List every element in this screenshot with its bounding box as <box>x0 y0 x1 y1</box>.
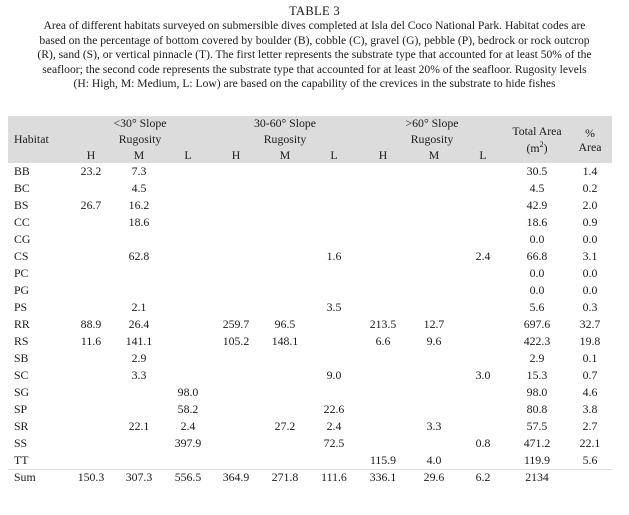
total-area-cell: 66.8 <box>526 249 548 263</box>
area-cell <box>408 384 460 401</box>
area-cell: 23.2 <box>80 164 102 178</box>
percent-area-cell: 0.1 <box>582 351 598 365</box>
level-low: L <box>460 147 506 163</box>
total-area-cell: 471.2 <box>523 436 551 450</box>
area-cell: 9.6 <box>426 334 442 348</box>
total-area-cell: 697.6 <box>523 317 551 331</box>
total-area-cell: 0.0 <box>529 266 545 280</box>
level-low: L <box>164 147 212 163</box>
header-row-slope <box>8 116 612 131</box>
area-cell <box>358 350 408 367</box>
area-cell: 259.7 <box>222 317 250 331</box>
table-row <box>8 333 612 350</box>
area-cell <box>68 180 114 197</box>
area-cell: 88.9 <box>80 317 102 331</box>
total-area-cell: 0.0 <box>529 232 545 246</box>
total-area-cell: 422.3 <box>523 334 551 348</box>
percent-area-cell: 2.0 <box>582 198 598 212</box>
area-cell <box>164 350 212 367</box>
habitat-header: Habitat <box>8 116 68 163</box>
area-cell <box>408 435 460 452</box>
total-area-cell: 2134 <box>506 469 568 486</box>
area-cell: 556.5 <box>164 469 212 486</box>
table-row <box>8 316 612 333</box>
area-cell: 3.0 <box>475 368 491 382</box>
area-cell: 105.2 <box>222 334 250 348</box>
area-cell: 12.7 <box>423 317 445 331</box>
area-cell <box>68 350 114 367</box>
level-high: H <box>68 147 114 163</box>
total-area-cell: 15.3 <box>526 368 548 382</box>
area-cell <box>68 214 114 231</box>
area-cell: 364.9 <box>212 469 260 486</box>
area-cell: 72.5 <box>323 436 345 450</box>
area-cell <box>212 418 260 435</box>
area-cell <box>164 282 212 299</box>
caption-line: Area of different habitats surveyed on submersible dives completed at Isla del Coco National Park. Habitat codes are <box>43 19 586 32</box>
habitat-code: SS <box>14 436 28 450</box>
area-cell <box>460 180 506 197</box>
table-row <box>8 384 612 401</box>
area-cell: 16.2 <box>128 198 150 212</box>
percent-area-cell: 0.7 <box>582 368 598 382</box>
area-cell <box>212 231 260 248</box>
habitat-code: Sum <box>8 469 68 486</box>
level-medium: M <box>114 147 164 163</box>
percent-area-header <box>568 116 612 163</box>
habitat-code: RS <box>14 334 29 348</box>
area-cell <box>114 265 164 282</box>
area-cell <box>68 401 114 418</box>
area-cell <box>114 452 164 469</box>
total-area-unit: $(m^2)$ <box>526 140 548 155</box>
area-cell <box>260 214 310 231</box>
percent-area-cell: 0.0 <box>582 266 598 280</box>
area-cell <box>164 163 212 180</box>
area-cell <box>358 163 408 180</box>
table-row <box>8 265 612 282</box>
area-cell: 11.6 <box>80 334 102 348</box>
area-cell <box>460 265 506 282</box>
area-cell <box>164 197 212 214</box>
percent-area-cell: 1.4 <box>582 164 598 178</box>
area-cell <box>164 367 212 384</box>
area-cell <box>260 282 310 299</box>
total-area-cell: 57.5 <box>526 419 548 433</box>
area-cell <box>114 384 164 401</box>
area-cell <box>358 384 408 401</box>
table-row <box>8 452 612 469</box>
area-cell <box>260 384 310 401</box>
area-cell: 111.6 <box>310 469 358 486</box>
percent-area-cell: 2.7 <box>582 419 598 433</box>
area-cell <box>460 214 506 231</box>
area-cell <box>460 163 506 180</box>
area-cell: 1.6 <box>326 249 342 263</box>
rugosity-header: Rugosity <box>68 131 212 147</box>
area-cell <box>408 282 460 299</box>
area-cell <box>212 367 260 384</box>
area-cell: 336.1 <box>358 469 408 486</box>
total-area-label: Total Area <box>512 124 562 139</box>
area-cell: 4.0 <box>426 452 442 467</box>
area-cell <box>460 452 506 469</box>
area-cell: 4.5 <box>131 181 147 195</box>
area-cell: 3.3 <box>426 419 442 433</box>
table-row <box>8 350 612 367</box>
area-cell <box>164 248 212 265</box>
area-cell: 2.4 <box>475 249 491 263</box>
area-cell: 307.3 <box>114 469 164 486</box>
area-cell <box>358 418 408 435</box>
total-area-cell: 30.5 <box>526 164 548 178</box>
table-row <box>8 418 612 435</box>
area-cell: 26.7 <box>80 198 102 212</box>
caption-line: seafloor; the second code represents the substrate type that accounted for at least 20% of the seafloor. Rugosity levels <box>42 62 587 76</box>
area-cell <box>164 299 212 316</box>
table-title: TABLE 3 <box>289 4 340 18</box>
area-cell: 26.4 <box>128 317 150 331</box>
area-cell <box>358 282 408 299</box>
area-cell <box>260 248 310 265</box>
area-cell <box>260 350 310 367</box>
area-cell <box>460 197 506 214</box>
total-area-cell: 0.0 <box>529 283 545 297</box>
percent-area-cell: 0.0 <box>582 283 598 297</box>
area-cell <box>408 367 460 384</box>
area-cell <box>358 401 408 418</box>
area-cell <box>460 384 506 401</box>
habitat-code: RR <box>14 317 30 331</box>
area-cell <box>358 367 408 384</box>
area-cell <box>408 299 460 316</box>
area-cell: 0.8 <box>475 436 491 450</box>
area-cell <box>358 214 408 231</box>
rugosity-header: Rugosity <box>358 131 506 147</box>
slope-group-high: >60° Slope <box>358 116 506 131</box>
area-cell <box>260 299 310 316</box>
area-cell <box>408 197 460 214</box>
area-cell <box>408 180 460 197</box>
area-cell <box>212 180 260 197</box>
area-cell <box>408 265 460 282</box>
area-cell: 6.6 <box>375 334 391 348</box>
area-cell: 58.2 <box>177 402 199 416</box>
area-cell <box>212 435 260 452</box>
habitat-code: BS <box>14 198 29 212</box>
area-cell <box>212 248 260 265</box>
area-cell <box>358 248 408 265</box>
area-cell <box>358 180 408 197</box>
table-row <box>8 163 612 180</box>
area-cell <box>310 214 358 231</box>
habitat-code: PG <box>14 283 30 297</box>
area-cell: 22.6 <box>323 402 345 416</box>
table-row <box>8 248 612 265</box>
percent-label: % <box>585 125 595 140</box>
area-cell <box>260 435 310 452</box>
area-cell: 22.1 <box>128 419 150 433</box>
area-cell <box>68 282 114 299</box>
area-cell <box>260 197 310 214</box>
percent-area-cell: 0.3 <box>582 300 598 314</box>
area-cell <box>310 282 358 299</box>
area-cell: 213.5 <box>369 317 397 331</box>
area-cell <box>68 435 114 452</box>
area-cell: 2.4 <box>326 419 342 433</box>
area-cell: 9.0 <box>326 368 342 382</box>
percent-area-cell: 0.0 <box>582 232 598 246</box>
area-cell <box>460 333 506 350</box>
area-cell <box>408 248 460 265</box>
area-cell <box>408 350 460 367</box>
table-row <box>8 197 612 214</box>
area-cell: 397.9 <box>174 436 202 450</box>
habitat-code: CS <box>14 249 29 263</box>
habitat-code: BB <box>14 164 30 178</box>
table-caption <box>8 19 621 92</box>
area-cell: 62.8 <box>128 249 150 263</box>
caption-line: (R), sand (S), or vertical pinnacle (T). The first letter represents the substrate type that accounted for at least 50% of the <box>37 48 592 62</box>
area-cell: 2.4 <box>180 419 196 433</box>
area-cell: 7.3 <box>131 164 147 178</box>
total-area-cell: 5.6 <box>529 300 545 314</box>
percent-area-cell: 3.8 <box>582 402 598 416</box>
area-cell: 141.1 <box>125 334 153 348</box>
total-area-cell: 18.6 <box>526 215 548 229</box>
area-cell <box>310 265 358 282</box>
percent-area-cell <box>568 469 612 486</box>
rugosity-header: Rugosity <box>212 131 358 147</box>
area-cell <box>212 163 260 180</box>
habitat-code: PS <box>14 300 28 314</box>
table-row <box>8 214 612 231</box>
slope-group-low: <30° Slope <box>68 116 212 131</box>
area-cell <box>460 282 506 299</box>
area-cell: 150.3 <box>68 469 114 486</box>
area-cell <box>460 316 506 333</box>
area-cell <box>310 197 358 214</box>
table-row <box>8 231 612 248</box>
habitat-code: BC <box>14 181 30 195</box>
area-cell <box>114 282 164 299</box>
area-cell <box>408 401 460 418</box>
area-cell <box>358 265 408 282</box>
area-cell <box>310 333 358 350</box>
habitat-code: CC <box>14 215 30 229</box>
habitat-code: SC <box>14 368 29 382</box>
area-cell <box>164 180 212 197</box>
area-cell: 18.6 <box>128 215 150 229</box>
total-area-cell: 42.9 <box>526 198 548 212</box>
level-high: H <box>358 147 408 163</box>
area-cell: 29.6 <box>408 469 460 486</box>
area-cell <box>212 282 260 299</box>
area-cell <box>358 299 408 316</box>
percent-area-cell: 3.1 <box>582 249 598 263</box>
habitat-code: SB <box>14 351 29 365</box>
area-cell <box>164 265 212 282</box>
area-cell <box>114 435 164 452</box>
habitat-area-table <box>8 116 612 486</box>
habitat-code: SG <box>14 385 30 399</box>
total-area-cell: 2.9 <box>529 351 545 365</box>
area-cell <box>68 452 114 469</box>
area-cell <box>358 231 408 248</box>
area-cell <box>408 163 460 180</box>
area-cell <box>68 265 114 282</box>
area-cell <box>408 214 460 231</box>
area-cell <box>164 452 212 469</box>
area-cell <box>460 299 506 316</box>
caption-line: based on the percentage of bottom covered by boulder (B), cobble (C), gravel (G), pebble (P), bedrock or rock outcrop <box>39 33 590 47</box>
area-cell <box>68 299 114 316</box>
area-cell <box>212 197 260 214</box>
area-cell <box>68 231 114 248</box>
area-cell <box>310 316 358 333</box>
area-cell <box>68 367 114 384</box>
area-cell: 115.9 <box>369 452 397 467</box>
area-cell: 98.0 <box>177 385 199 399</box>
area-cell <box>460 231 506 248</box>
area-cell <box>68 248 114 265</box>
area-cell: 3.3 <box>131 368 147 382</box>
percent-area-cell: 5.6 <box>582 452 598 467</box>
area-cell <box>212 384 260 401</box>
level-medium: M <box>260 147 310 163</box>
table-row <box>8 401 612 418</box>
total-area-cell: 4.5 <box>529 181 545 195</box>
area-cell <box>212 401 260 418</box>
area-cell <box>358 435 408 452</box>
habitat-code: SR <box>14 419 29 433</box>
percent-area-cell: 0.9 <box>582 215 598 229</box>
area-cell <box>310 163 358 180</box>
area-cell <box>164 214 212 231</box>
percent-area-cell: 4.6 <box>582 385 598 399</box>
area-cell <box>260 367 310 384</box>
table-figure <box>0 4 629 515</box>
total-area-cell: 98.0 <box>526 385 548 399</box>
table-row <box>8 282 612 299</box>
total-area-cell: 119.9 <box>523 452 551 467</box>
area-cell <box>164 231 212 248</box>
area-cell <box>260 265 310 282</box>
area-cell: 2.1 <box>131 300 147 314</box>
area-cell <box>260 401 310 418</box>
total-area-header <box>506 116 568 163</box>
caption-line: (H: High, M: Medium, L: Low) are based on the capability of the crevices in the substrate to hide fishes <box>73 77 556 91</box>
total-area-cell: 80.8 <box>526 402 548 416</box>
percent-area-cell: 0.2 <box>582 181 598 195</box>
level-low: L <box>310 147 358 163</box>
area-cell <box>460 401 506 418</box>
area-cell <box>358 197 408 214</box>
percent-area-cell: 32.7 <box>579 317 601 331</box>
percent-area-cell: 22.1 <box>579 436 601 450</box>
table-row <box>8 435 612 452</box>
area-cell <box>212 452 260 469</box>
area-cell <box>164 333 212 350</box>
habitat-code: PC <box>14 266 29 280</box>
area-cell <box>212 350 260 367</box>
area-cell <box>310 384 358 401</box>
area-cell: 148.1 <box>271 334 299 348</box>
area-cell <box>114 231 164 248</box>
area-cell: 2.9 <box>131 351 147 365</box>
area-cell <box>408 231 460 248</box>
area-cell <box>68 418 114 435</box>
level-medium: M <box>408 147 460 163</box>
slope-group-mid: 30-60° Slope <box>212 116 358 131</box>
area-cell <box>310 180 358 197</box>
area-cell <box>460 418 506 435</box>
area-cell: 6.2 <box>460 469 506 486</box>
area-cell <box>260 180 310 197</box>
level-high: H <box>212 147 260 163</box>
area-cell <box>212 214 260 231</box>
area-cell <box>310 452 358 469</box>
area-cell: 271.8 <box>260 469 310 486</box>
area-cell: 27.2 <box>274 419 296 433</box>
area-cell <box>310 350 358 367</box>
table-row <box>8 299 612 316</box>
area-cell <box>164 316 212 333</box>
area-cell <box>260 163 310 180</box>
area-cell <box>260 452 310 469</box>
area-cell <box>212 299 260 316</box>
area-cell <box>460 350 506 367</box>
habitat-code: SP <box>14 402 28 416</box>
area-cell <box>260 231 310 248</box>
habitat-code: TT <box>14 452 29 467</box>
area-cell: 3.5 <box>326 300 342 314</box>
area-cell <box>68 384 114 401</box>
habitat-code: CG <box>14 232 31 246</box>
area-cell <box>114 401 164 418</box>
percent-area-cell: 19.8 <box>579 334 601 348</box>
sum-row <box>8 469 612 486</box>
area-cell <box>212 265 260 282</box>
area-label: Area <box>578 139 602 154</box>
area-cell: 96.5 <box>274 317 296 331</box>
table-body <box>8 163 612 486</box>
table-row <box>8 367 612 384</box>
table-row <box>8 180 612 197</box>
area-cell <box>310 231 358 248</box>
